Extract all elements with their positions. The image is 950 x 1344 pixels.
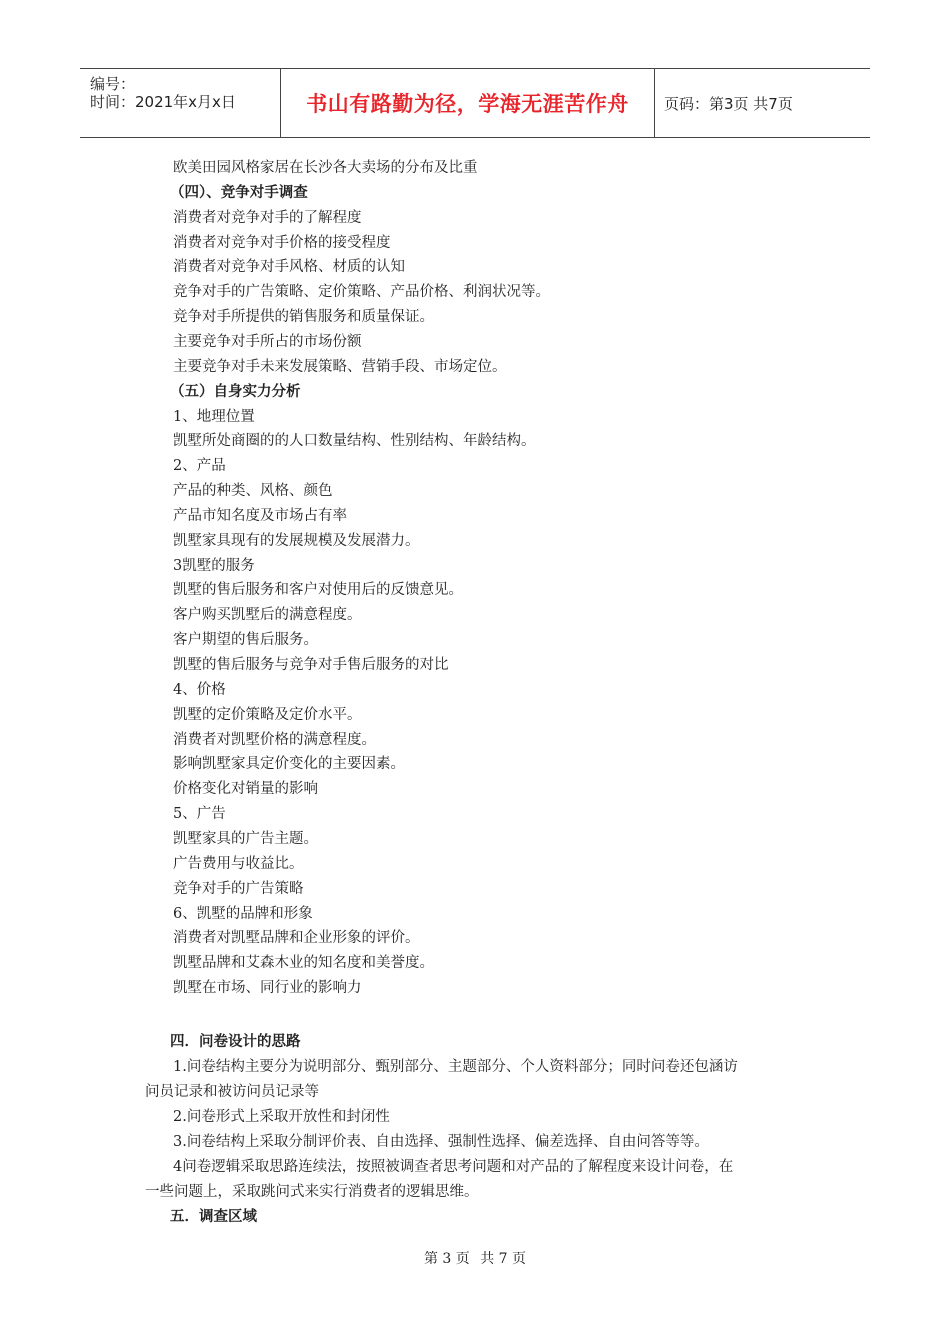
body-line: 价格变化对销量的影响 <box>173 781 318 798</box>
body-line: 影响凯墅家具定价变化的主要因素。 <box>173 756 405 773</box>
body-line: 凯墅品牌和艾森木业的知名度和美誉度。 <box>173 955 434 972</box>
body-line: 消费者对凯墅价格的满意程度。 <box>173 731 376 748</box>
body-line: 产品的种类、风格、颜色 <box>173 483 333 500</box>
paragraph-2: 2.问卷形式上采取开放性和封闭性 <box>173 1109 390 1125</box>
body-line: 凯墅的定价策略及定价水平。 <box>173 706 362 723</box>
body-line: 客户购买凯墅后的满意程度。 <box>173 607 362 624</box>
page-header <box>80 68 870 138</box>
header-motto: 书山有路勤为径，学海无涯苦作舟 <box>280 69 655 137</box>
body-line: 消费者对凯墅品牌和企业形象的评价。 <box>173 930 420 947</box>
body-line: 3凯墅的服务 <box>173 557 255 574</box>
footer-total: 共 7 页 <box>480 1251 527 1267</box>
body-line: 1、地理位置 <box>173 408 255 425</box>
body-line: 6、凯墅的品牌和形象 <box>173 905 313 922</box>
section-5-title: 五．调查区域 <box>170 1208 257 1225</box>
page-footer <box>0 1248 950 1268</box>
body-line: 消费者对竞争对手价格的接受程度 <box>173 234 391 251</box>
footer-page: 第 3 页 <box>423 1251 470 1267</box>
body-line: 客户期望的售后服务。 <box>173 632 318 649</box>
paragraph-4-cont: 一些问题上，采取跳问式来实行消费者的逻辑思维。 <box>145 1184 479 1200</box>
body-line: 主要竞争对手未来发展策略、营销手段、市场定位。 <box>173 358 507 375</box>
section-4-title: 四．问卷设计的思路 <box>170 1033 301 1050</box>
paragraph-1-cont: 问员记录和被访问员记录等 <box>145 1084 319 1100</box>
body-line: 2、产品 <box>173 458 226 475</box>
time-label: 时间：2021年x月x日 <box>90 93 236 111</box>
body-line: 消费者对竞争对手风格、材质的认知 <box>173 259 405 276</box>
body-line: 主要竞争对手所占的市场份额 <box>173 333 362 350</box>
body-line: 竞争对手的广告策略、定价策略、产品价格、利润状况等。 <box>173 284 550 301</box>
body-line: 4、价格 <box>173 681 226 698</box>
body-line: 5、广告 <box>173 806 226 823</box>
paragraph-1: 1.问卷结构主要分为说明部分、甄别部分、主题部分、个人资料部分；同时问卷还包涵访 <box>173 1059 738 1075</box>
header-page-code: 页码：第3页 共7页 <box>664 94 793 113</box>
body-line: 凯墅在市场、同行业的影响力 <box>173 980 362 997</box>
body-line: 竞争对手的广告策略 <box>173 880 304 897</box>
body-line: 凯墅所处商圈的的人口数量结构、性别结构、年龄结构。 <box>173 433 536 450</box>
header-left-cell <box>80 69 280 137</box>
body-line: 凯墅家具现有的发展规模及发展潜力。 <box>173 532 420 549</box>
section-heading: （五）自身实力分析 <box>170 382 301 400</box>
body-line: 广告费用与收益比。 <box>173 855 304 872</box>
number-label: 编号： <box>90 75 136 93</box>
body-line: 欧美田园风格家居在长沙各大卖场的分布及比重 <box>173 160 478 176</box>
body-line: 凯墅的售后服务和客户对使用后的反馈意见。 <box>173 582 463 599</box>
paragraph-3: 3.问卷结构上采取分制评价表、自由选择、强制性选择、偏差选择、自由问答等等。 <box>173 1134 709 1150</box>
body-line: 凯墅家具的广告主题。 <box>173 830 318 847</box>
body-line: 产品市知名度及市场占有率 <box>173 507 347 524</box>
body-line: 竞争对手所提供的销售服务和质量保证。 <box>173 309 434 326</box>
body-line: 凯墅的售后服务与竞争对手售后服务的对比 <box>173 657 449 673</box>
paragraph-4: 4问卷逻辑采取思路连续法，按照被调查者思考问题和对产品的了解程度来设计问卷，在 <box>173 1159 734 1175</box>
section-heading: （四）、竞争对手调查 <box>170 183 308 201</box>
body-line: 消费者对竞争对手的了解程度 <box>173 209 362 226</box>
